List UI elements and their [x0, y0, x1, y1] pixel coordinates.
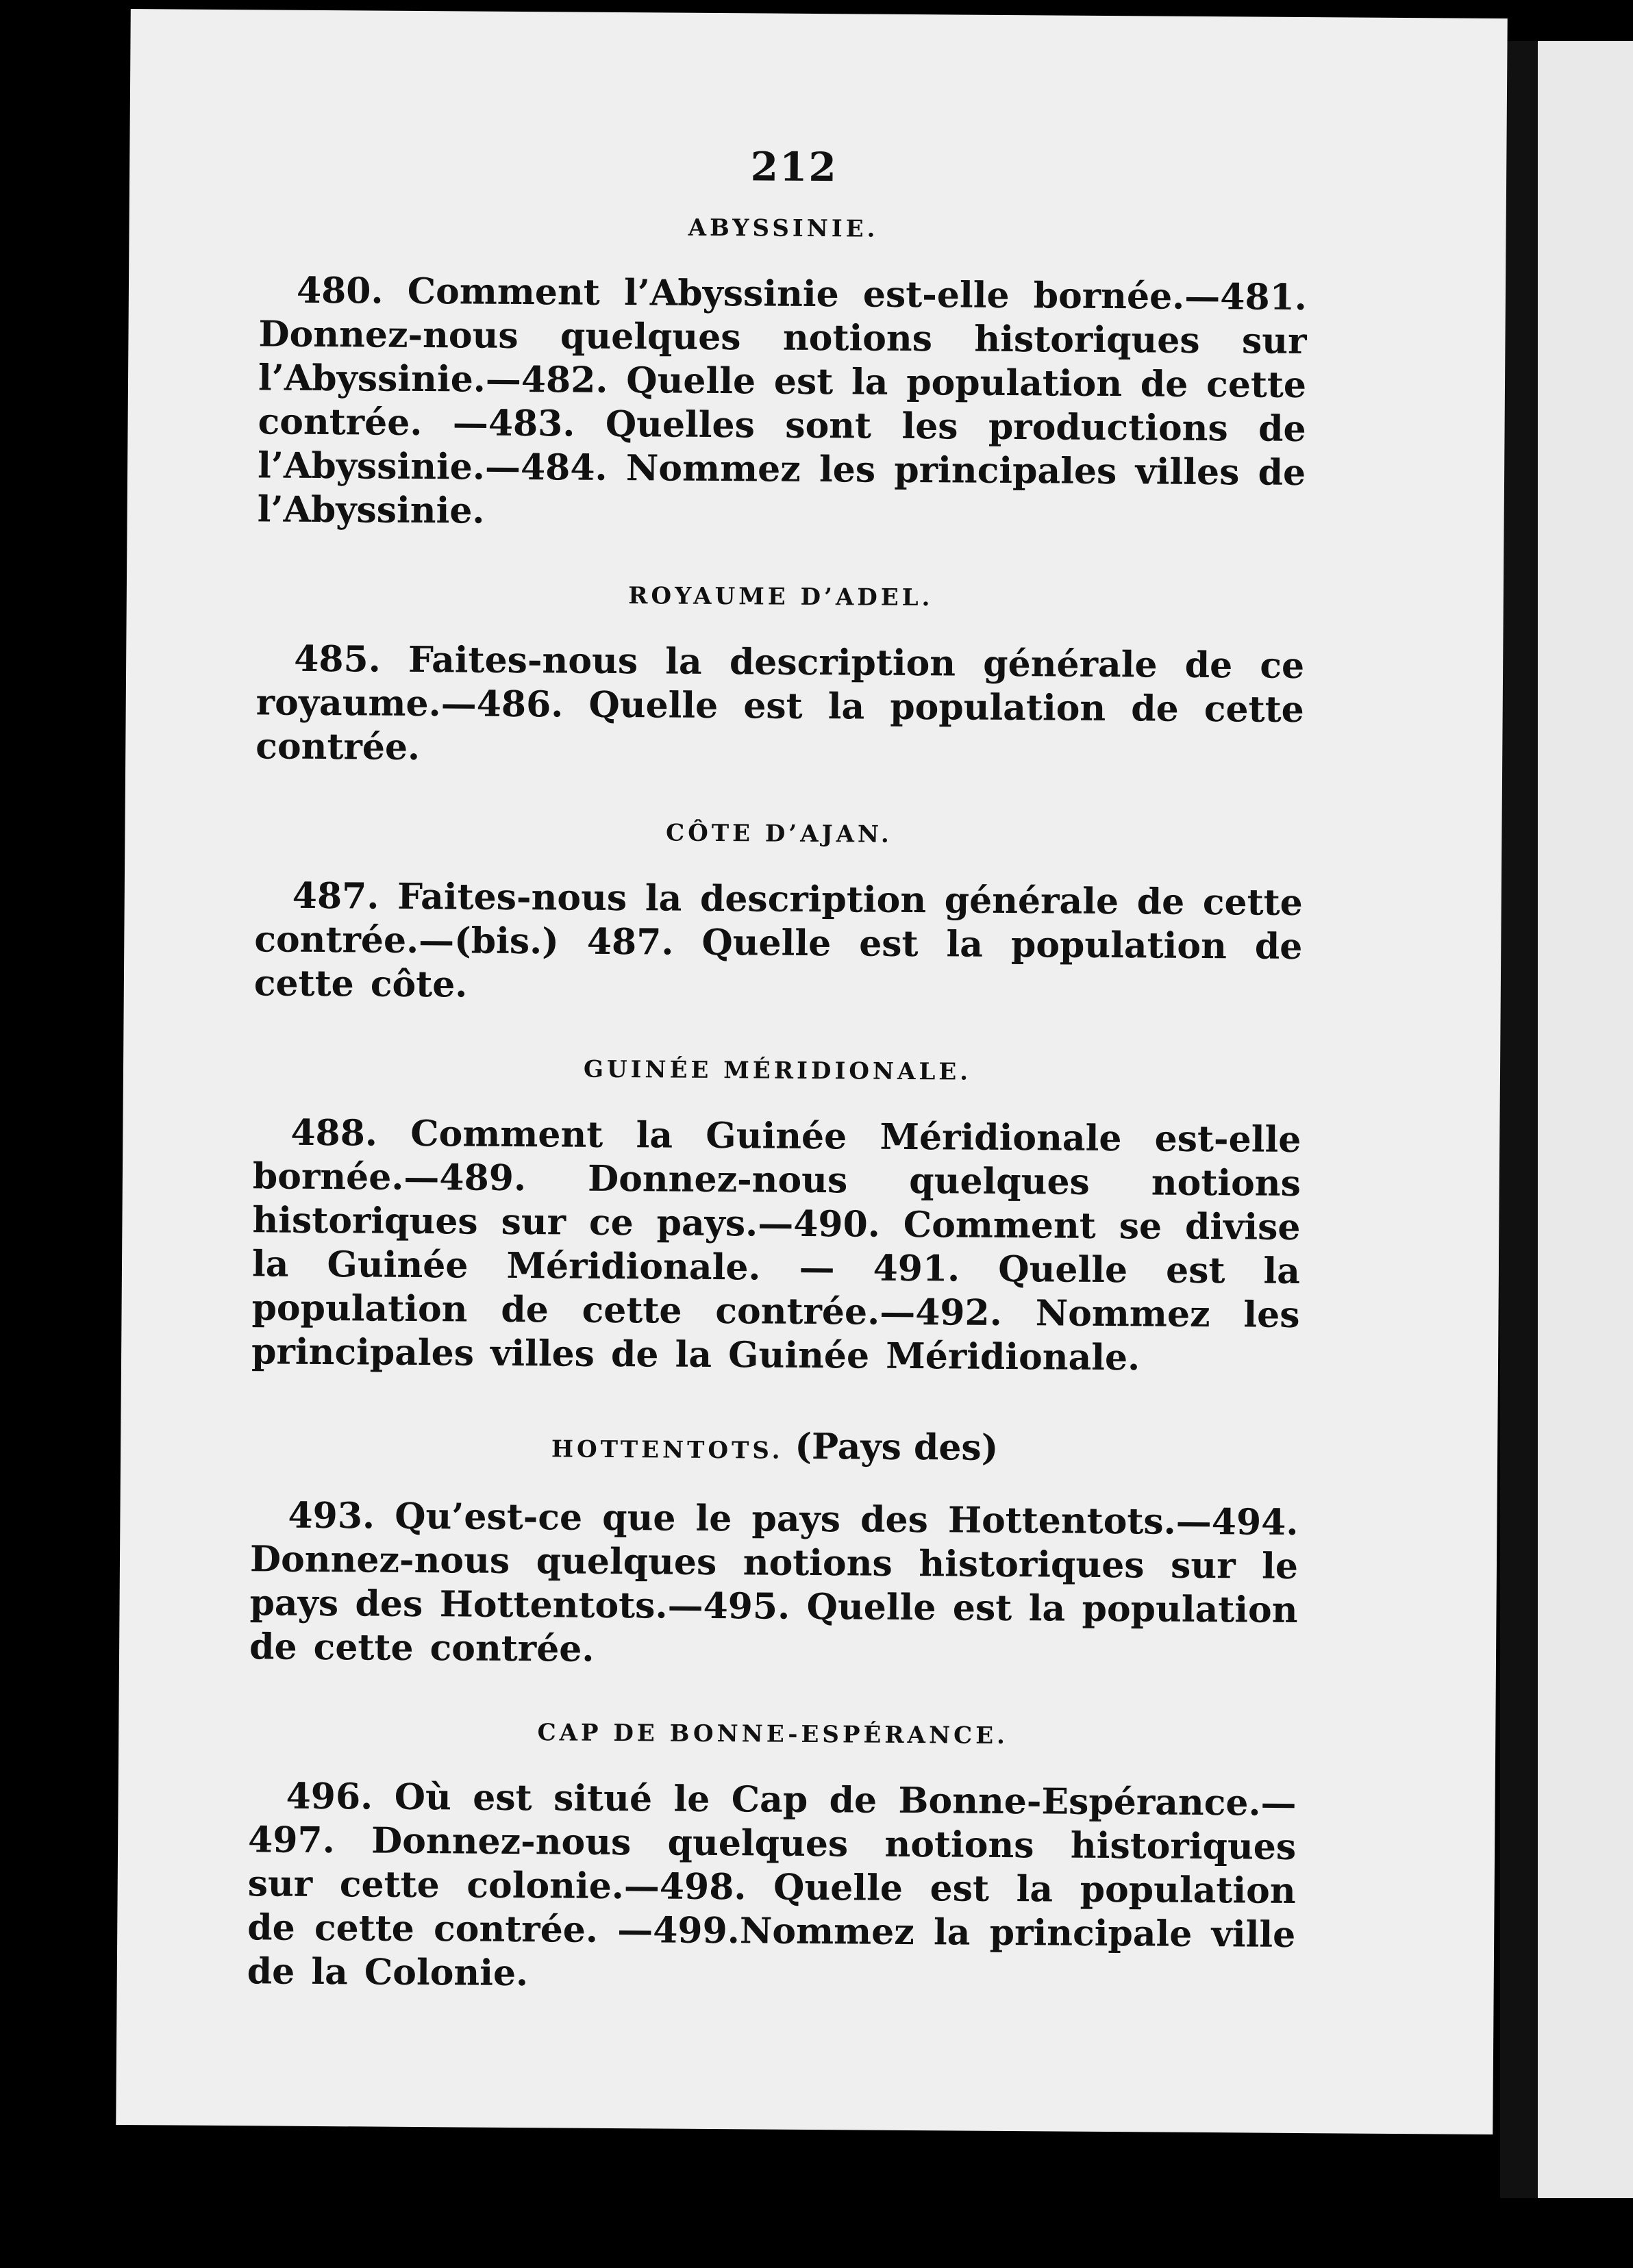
question-paragraph: 480. Comment l’Abyssinie est-elle bornée.—481. Donnez-nous quelques notions historiques sur l’Abyssinie.—482. Quelle est la population de cette contrée. —483. Quelles sont les productions de l’Abyssinie.—484. Nommez les principales villes de l’Abyssinie. — [257, 269, 1308, 532]
section-cap-de-bonne-esperance — [247, 1774, 1297, 2001]
section-title-abyssinie — [259, 211, 1307, 246]
section-title-text: ABYSSINIE. — [688, 214, 879, 243]
section-title-suffix: (Pays des) — [795, 1425, 999, 1469]
question-paragraph: 488. Comment la Guinée Méridionale est-elle bornée.—489. Donnez-nous quelques notions historiques sur ce pays.—490. Comment se divise la Guinée Méridionale. — 491. Quelle est la population de cette contrée.—492. Nommez les principales villes de la Guinée Méridionale. — [251, 1111, 1301, 1379]
section-abyssinie — [257, 268, 1307, 539]
section-title-text: ROYAUME D’ADEL. — [628, 582, 934, 612]
section-hottentots — [249, 1494, 1299, 1676]
page-number: 212 — [750, 143, 838, 191]
section-title-text: HOTTENTOTS. — [551, 1435, 784, 1465]
section-title-royaume-d-adel — [257, 579, 1305, 614]
question-paragraph: 485. Faites-nous la description générale de ce royaume.—486. Quelle est la population de cette contrée. — [255, 638, 1305, 768]
section-cote-d-ajan — [254, 874, 1303, 1013]
section-royaume-d-adel — [255, 637, 1304, 776]
book-page — [116, 9, 1508, 2134]
book-gutter — [1500, 41, 1538, 2198]
section-title-text: GUINÉE MÉRIDIONALE. — [583, 1055, 972, 1086]
adjacent-page-edge — [1538, 41, 1633, 2198]
section-title-hottentots — [251, 1422, 1299, 1471]
question-paragraph: 487. Faites-nous la description générale de cette contrée.—(bis.) 487. Quelle est la population de cette côte. — [253, 874, 1303, 1006]
section-guinee-meridionale — [251, 1111, 1301, 1381]
section-title-cap-de-bonne-esperance — [249, 1717, 1297, 1752]
section-title-text: CAP DE BONNE-ESPÉRANCE. — [537, 1719, 1009, 1750]
section-title-text: CÔTE D’AJAN. — [665, 819, 893, 848]
question-paragraph: 493. Qu’est-ce que le pays des Hottentots.—494. Donnez-nous quelques notions historiques sur le pays des Hottentots.—495. Quelle est la population de cette contrée. — [249, 1494, 1299, 1670]
section-title-cote-d-ajan — [255, 816, 1303, 851]
section-title-guinee-meridionale — [253, 1053, 1301, 1088]
page-content — [247, 140, 1308, 2049]
question-paragraph: 496. Où est situé le Cap de Bonne-Espérance.—497. Donnez-nous quelques notions historiques sur cette colonie.—498. Quelle est la population de cette contrée. —499.Nommez la principale ville de la Colonie. — [247, 1775, 1297, 1995]
